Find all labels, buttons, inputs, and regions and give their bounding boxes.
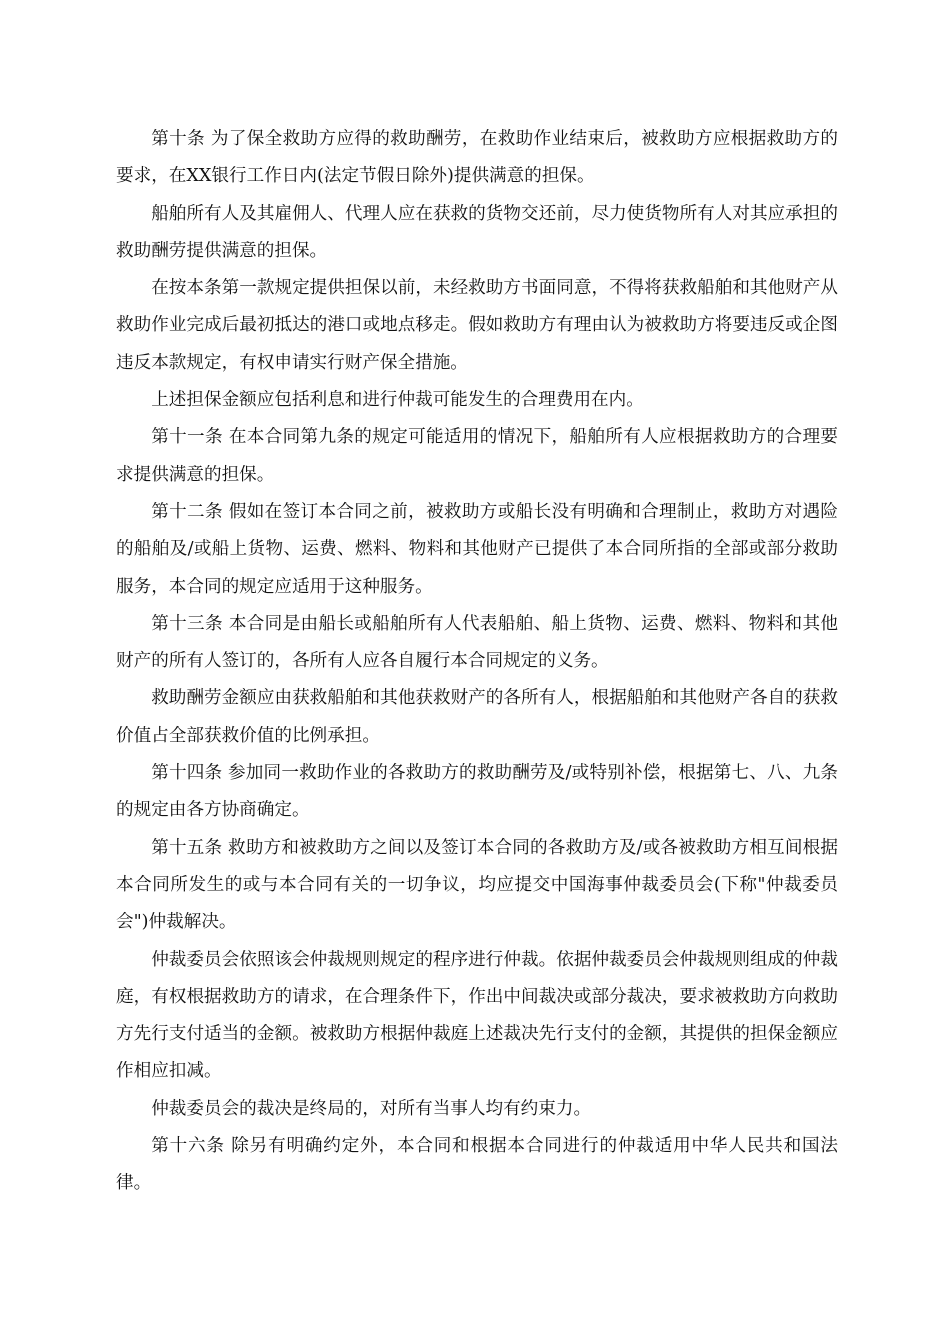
article-11-paragraph: 第十一条 在本合同第九条的规定可能适用的情况下，船舶所有人应根据救助方的合理要求提供满意的担保。 [116, 427, 838, 485]
article-12-paragraph: 第十二条 假如在签订本合同之前，被救助方或船长没有明确和合理制止，救助方对遇险的船舶及/或船上货物、运费、燃料、物料和其他财产已提供了本合同所指的全部或部分救助服务，本合同的规定应适用于这种服务。 [116, 501, 838, 597]
article-14-paragraph: 第十四条 参加同一救助作业的各救助方的救助酬劳及/或特别补偿，根据第七、八、九条的规定由各方协商确定。 [116, 763, 838, 821]
article-10-amount-paragraph: 上述担保金额应包括利息和进行仲裁可能发生的合理费用在内。 [151, 390, 644, 411]
article-15-paragraph: 第十五条 救助方和被救助方之间以及签订本合同的各救助方及/或各被救助方相互间根据本合同所发生的或与本合同有关的一切争议，均应提交中国海事仲裁委员会(下称"仲裁委员会")仲裁解决。 [116, 837, 838, 933]
article-10-removal-paragraph: 在按本条第一款规定提供担保以前，未经救助方书面同意，不得将获救船舶和其他财产从救助作业完成后最初抵达的港口或地点移走。假如救助方有理由认为被救助方将要违反或企图违反本款规定，有权申请实行财产保全措施。 [116, 278, 838, 373]
article-10-shipowner-paragraph: 船舶所有人及其雇佣人、代理人应在获救的货物交还前，尽力使货物所有人对其应承担的救助酬劳提供满意的担保。 [116, 203, 838, 261]
article-13-paragraph: 第十三条 本合同是由船长或船舶所有人代表船舶、船上货物、运费、燃料、物料和其他财产的所有人签订的，各所有人应各自履行本合同规定的义务。 [116, 613, 838, 672]
article-15-arbitration-paragraph: 仲裁委员会依照该会仲裁规则规定的程序进行仲裁。依据仲裁委员会仲裁规则组成的仲裁庭，有权根据救助方的请求，在合理条件下，作出中间裁决或部分裁决，要求被救助方向救助方先行支付适当的金额。被救助方根据仲裁庭上述裁决先行支付的金额，其提供的担保金额应作相应扣减。 [116, 949, 838, 1082]
article-15-final-award-paragraph: 仲裁委员会的裁决是终局的，对所有当事人均有约束力。 [151, 1098, 592, 1119]
article-16-paragraph: 第十六条 除另有明确约定外，本合同和根据本合同进行的仲裁适用中华人民共和国法律。 [116, 1136, 838, 1194]
article-13-apportionment-paragraph: 救助酬劳金额应由获救船舶和其他获救财产的各所有人，根据船舶和其他财产各自的获救价值占全部获救价值的比例承担。 [116, 688, 838, 746]
document-page [116, 121, 838, 1203]
article-10-paragraph: 第十条 为了保全救助方应得的救助酬劳，在救助作业结束后，被救助方应根据救助方的要求，在XX银行工作日内(法定节假日除外)提供满意的担保。 [116, 129, 838, 187]
